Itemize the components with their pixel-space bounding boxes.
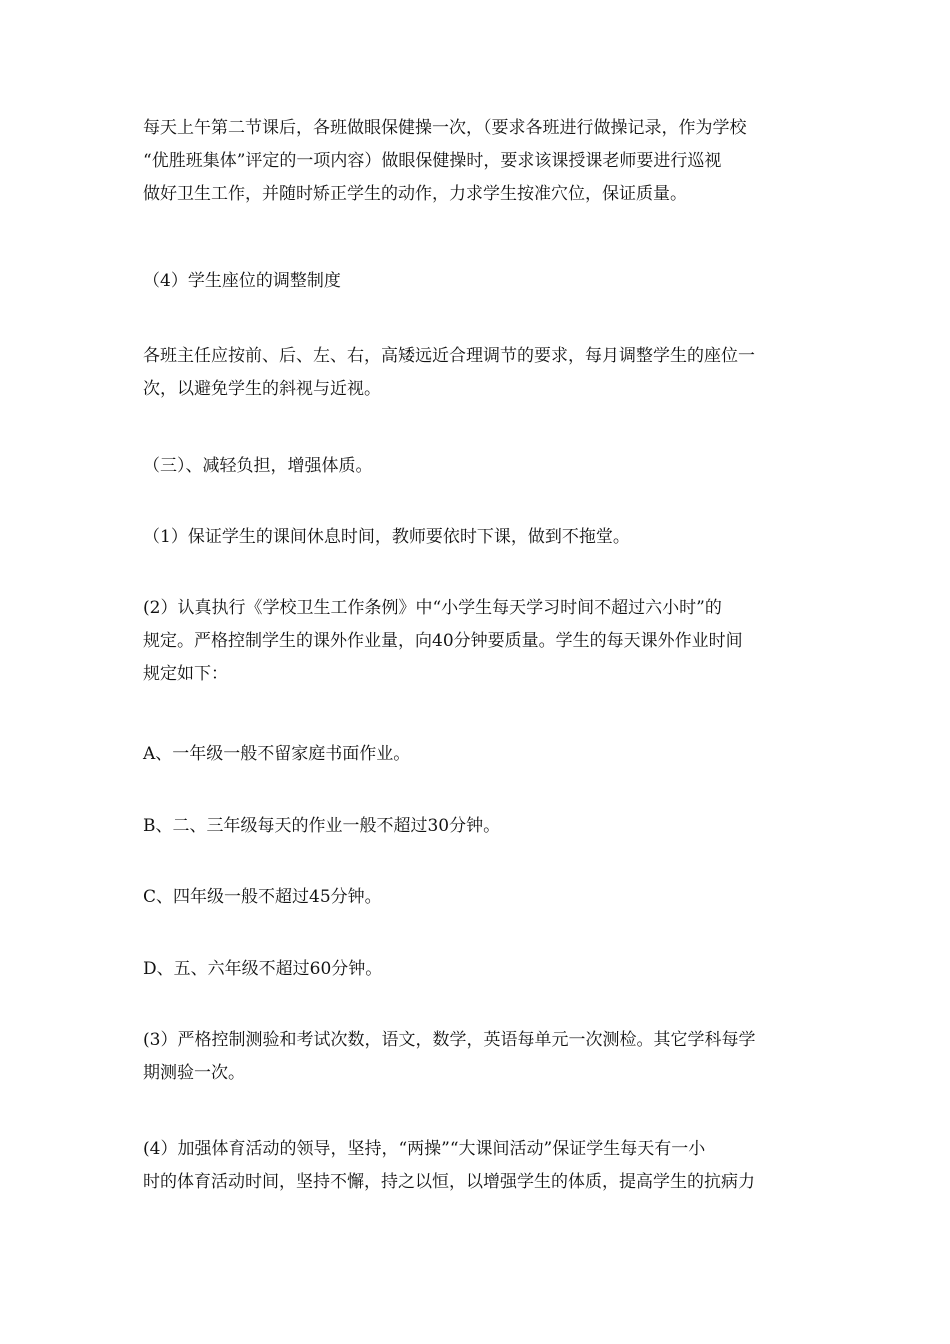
text-line: C、四年级一般不超过45分钟。 bbox=[143, 887, 382, 907]
heading-seat-adjustment bbox=[143, 265, 813, 298]
text-line: 期测验一次。 bbox=[143, 1063, 245, 1083]
text-line: (2）认真执行《学校卫生工作条例》中“小学生每天学习时间不超过六小时”的 bbox=[143, 598, 722, 618]
text-line: “优胜班集体”评定的一项内容）做眼保健操时，要求该课授课老师要进行巡视 bbox=[143, 151, 722, 171]
list-item-3 bbox=[143, 1024, 813, 1090]
text-line: D、五、六年级不超过60分钟。 bbox=[143, 959, 383, 979]
list-item-1 bbox=[143, 521, 813, 554]
grade-item-d bbox=[143, 953, 813, 986]
text-line: A、一年级一般不留家庭书面作业。 bbox=[143, 744, 411, 764]
text-line: 各班主任应按前、后、左、右，高矮远近合理调节的要求，每月调整学生的座位一 bbox=[143, 346, 755, 366]
text-line: （4）学生座位的调整制度 bbox=[143, 271, 341, 291]
text-line: 时的体育活动时间，坚持不懈，持之以恒，以增强学生的体质，提高学生的抗病力 bbox=[143, 1172, 755, 1192]
grade-item-b bbox=[143, 810, 813, 843]
text-line: B、二、三年级每天的作业一般不超过30分钟。 bbox=[143, 816, 501, 836]
text-line: (4）加强体育活动的领导，坚持，“两操”“大课间活动”保证学生每天有一小 bbox=[143, 1139, 706, 1159]
text-line: 规定如下： bbox=[143, 664, 228, 684]
section-heading-reduce-burden bbox=[143, 450, 813, 483]
text-line: 规定。严格控制学生的课外作业量，向40分钟要质量。学生的每天课外作业时间 bbox=[143, 631, 743, 651]
list-item-4 bbox=[143, 1133, 813, 1199]
text-line: (3）严格控制测验和考试次数，语文，数学，英语每单元一次测检。其它学科每学 bbox=[143, 1030, 756, 1050]
text-line: （三）、减轻负担，增强体质。 bbox=[143, 456, 373, 476]
list-item-2 bbox=[143, 592, 813, 691]
paragraph-seat-adjustment bbox=[143, 340, 813, 406]
text-line: （1）保证学生的课间休息时间，教师要依时下课，做到不拖堂。 bbox=[143, 527, 630, 547]
paragraph-eye-exercise bbox=[143, 112, 813, 211]
grade-item-a bbox=[143, 738, 813, 771]
grade-item-c bbox=[143, 881, 813, 914]
text-line: 次，以避免学生的斜视与近视。 bbox=[143, 379, 381, 399]
text-line: 做好卫生工作，并随时矫正学生的动作，力求学生按准穴位，保证质量。 bbox=[143, 184, 687, 204]
text-line: 每天上午第二节课后，各班做眼保健操一次，（要求各班进行做操记录，作为学校 bbox=[143, 118, 747, 138]
